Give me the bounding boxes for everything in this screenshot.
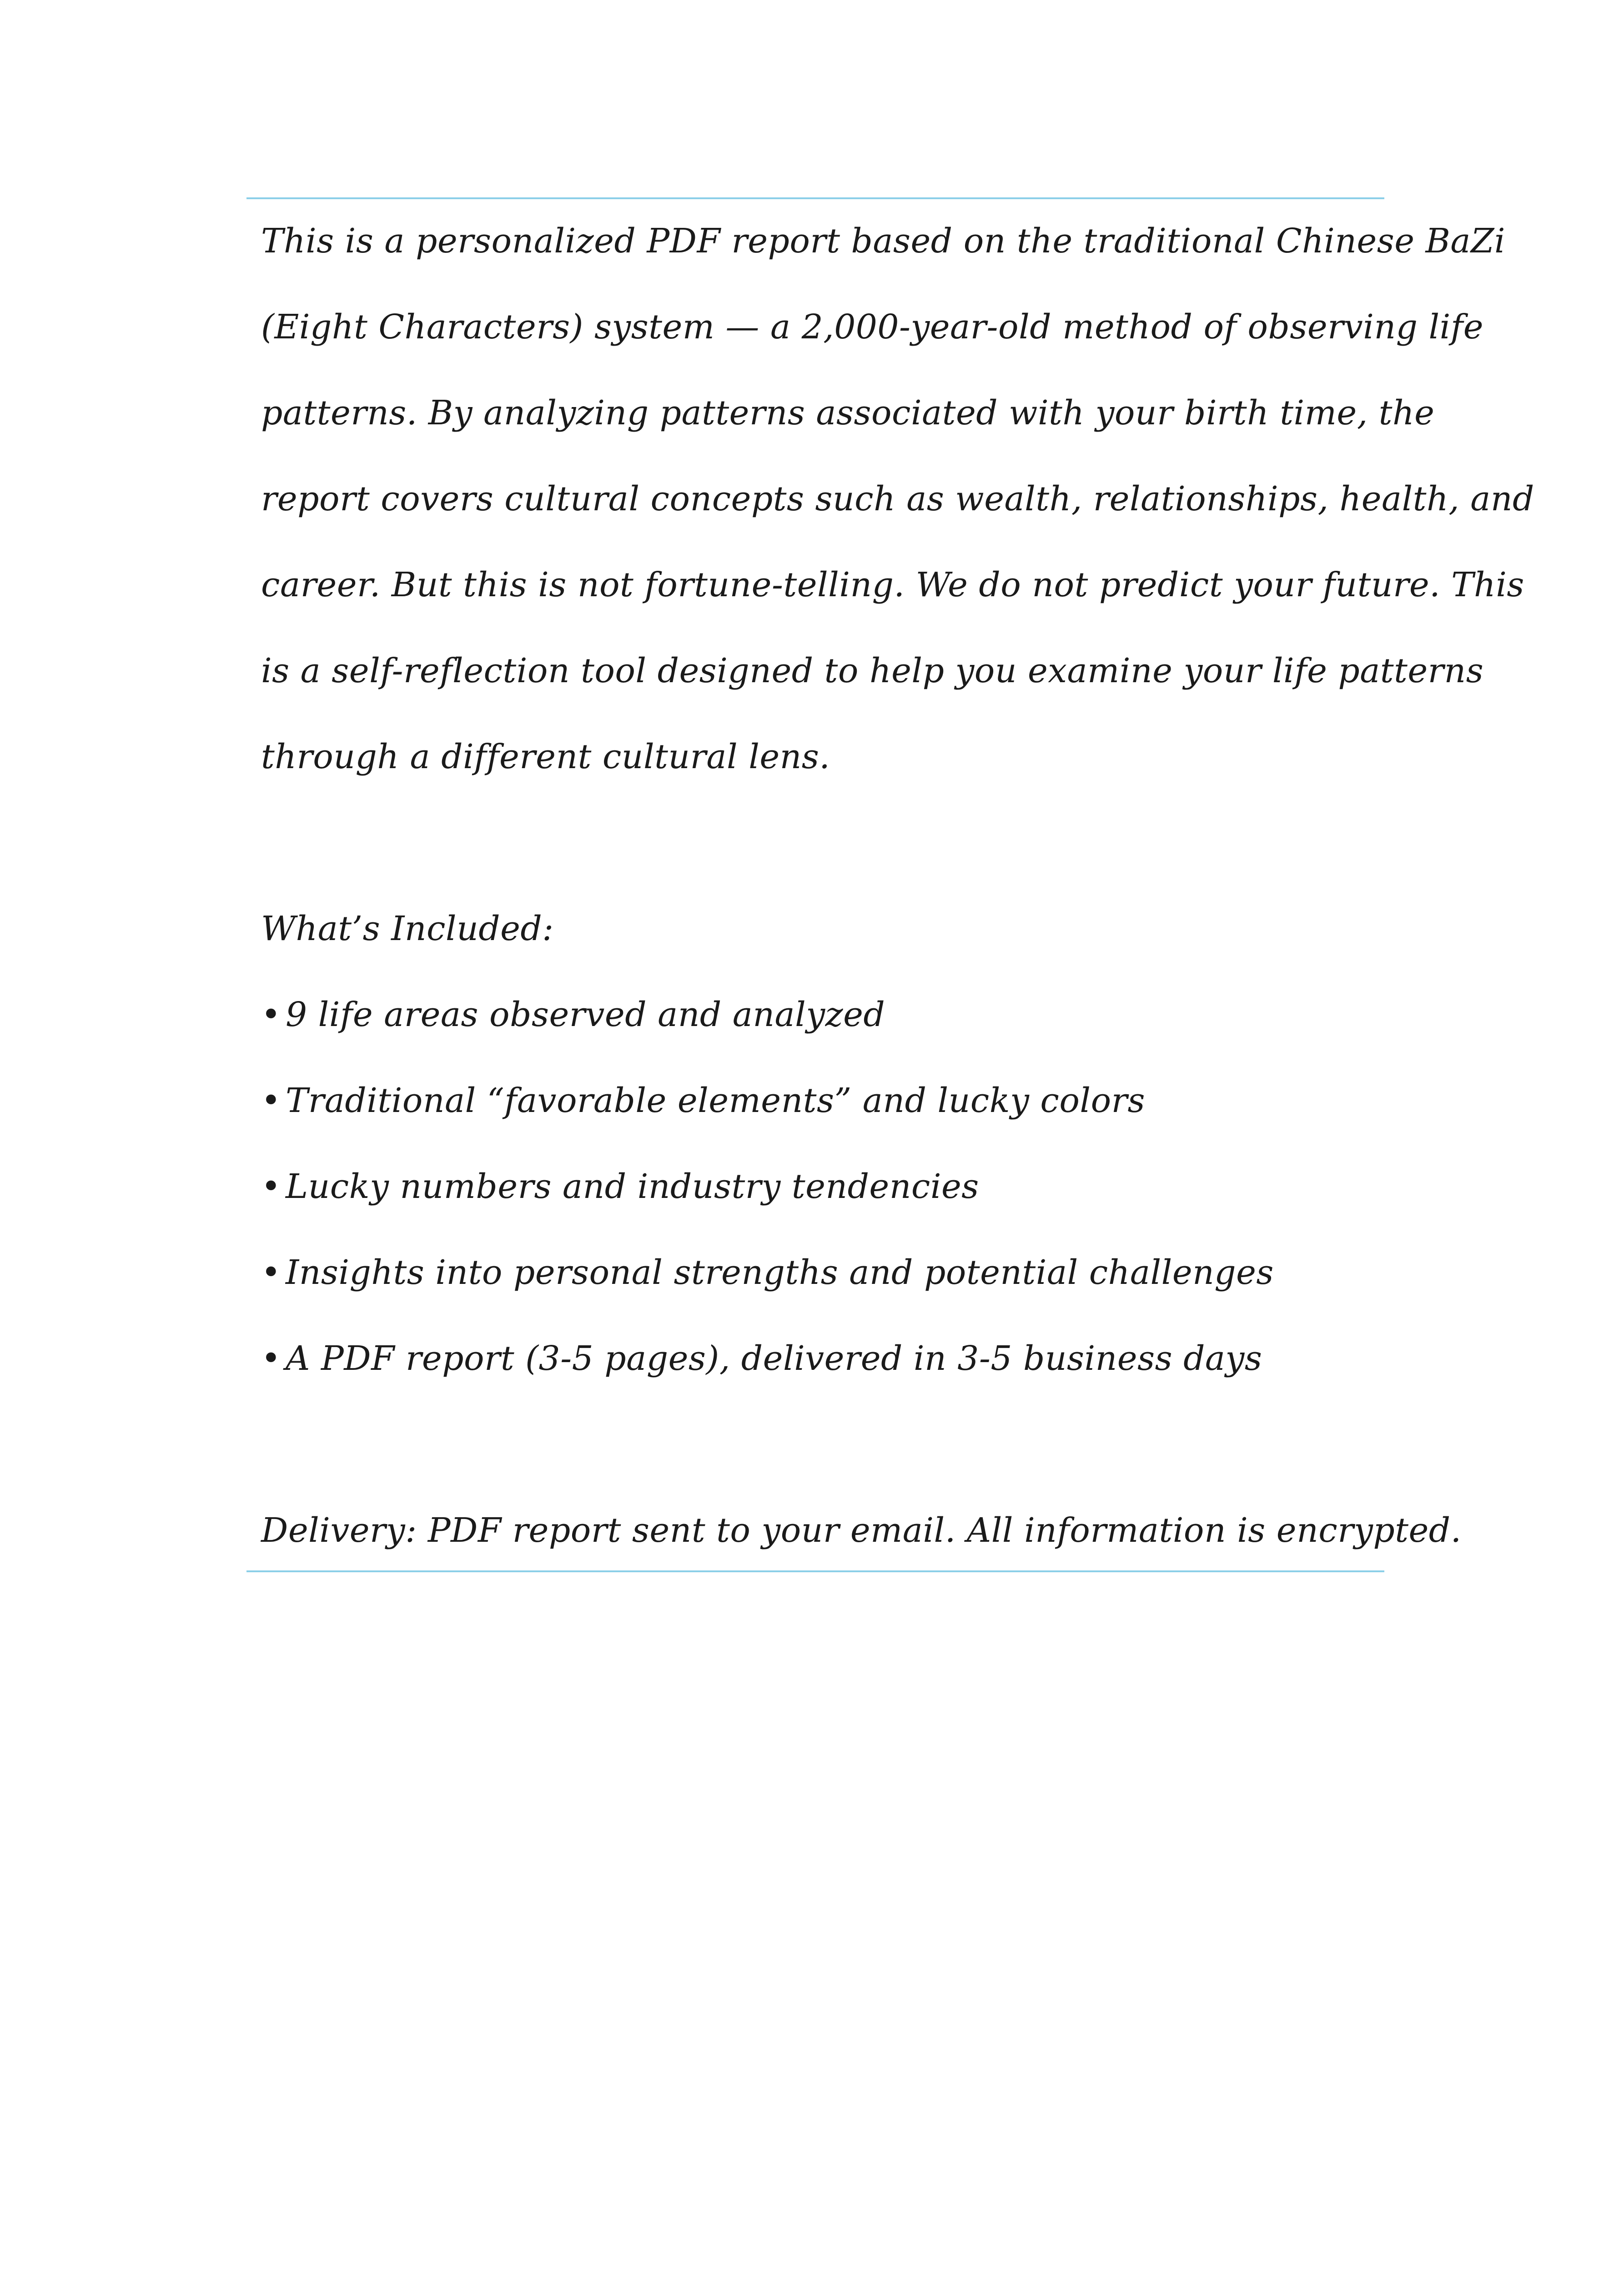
bullet-icon: • <box>261 1167 282 1206</box>
list-item <box>261 1230 1380 1316</box>
paragraph-gap <box>261 1402 1380 1488</box>
included-heading: What’s Included: <box>261 909 554 948</box>
delivery-note: Delivery: PDF report sent to your email. All information is encrypted. <box>261 1511 1462 1550</box>
list-item-text: Insights into personal strengths and potential challenges <box>286 1253 1274 1292</box>
intro-line: (Eight Characters) system — a 2,000-year-old method of observing life <box>261 307 1484 347</box>
list-item <box>261 1058 1380 1144</box>
list-item-text: A PDF report (3-5 pages), delivered in 3-5 business days <box>286 1339 1262 1378</box>
intro-line: report covers cultural concepts such as wealth, relationships, health, and <box>261 479 1534 518</box>
list-item <box>261 972 1380 1058</box>
intro-line: patterns. By analyzing patterns associated with your birth time, the <box>261 393 1435 433</box>
bullet-icon: • <box>261 995 282 1034</box>
paragraph-gap <box>261 800 1380 886</box>
intro-line: career. But this is not fortune-telling. We do not predict your future. This <box>261 565 1524 604</box>
list-item-text: Lucky numbers and industry tendencies <box>286 1167 979 1206</box>
bullet-icon: • <box>261 1339 282 1378</box>
list-item-text: 9 life areas observed and analyzed <box>286 995 885 1034</box>
intro-line: is a self-reflection tool designed to help you examine your life patterns <box>261 651 1484 690</box>
bullet-icon: • <box>261 1081 282 1120</box>
intro-line: This is a personalized PDF report based on the traditional Chinese BaZi <box>261 221 1506 261</box>
list-item-text: Traditional “favorable elements” and lucky colors <box>286 1081 1145 1120</box>
document-body <box>261 198 1534 1574</box>
bottom-divider <box>246 1570 1384 1572</box>
intro-line: through a different cultural lens. <box>261 737 830 776</box>
list-item <box>261 1144 1380 1230</box>
list-item <box>261 1316 1380 1402</box>
bullet-icon: • <box>261 1253 282 1292</box>
